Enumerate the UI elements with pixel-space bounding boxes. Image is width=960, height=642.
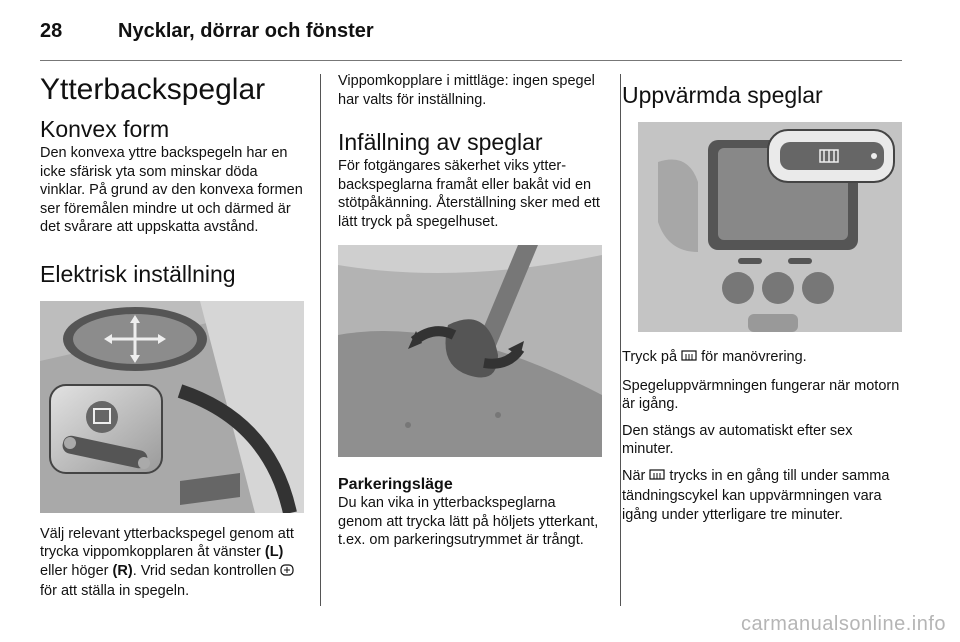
heated-p1: Tryck på för manövrering. [622, 348, 902, 369]
page-number: 28 [40, 20, 63, 42]
header-rule [40, 60, 902, 61]
column-3 [622, 72, 902, 524]
left-label: (L) [264, 544, 284, 560]
parkering-text: Du kan vika in ytterbackspeglarna genom att trycka lätt på höljets ytterkant, t.ex. om parkeringsutrymmet är trångt. [338, 495, 599, 548]
column-1 [40, 72, 304, 601]
heated-mirror-icon [681, 349, 697, 369]
watermark: carmanualsonline.info [740, 613, 946, 635]
intro-text: Vippomkopplare i mittläge: ingen spegel har valts för inställning. [338, 73, 595, 108]
elektrisk-heading: Elektrisk inställning [40, 260, 236, 287]
section-title: Nycklar, dörrar och fönster [118, 20, 374, 42]
heated-p4: När trycks in en gång till under samma tändningscykel kan uppvärmningen vara igång under ytterligare tre minuter. [622, 467, 890, 523]
mirror-switch-illustration [40, 301, 304, 513]
page-header [40, 20, 374, 43]
column-divider-2 [620, 74, 621, 606]
column-divider-1 [320, 74, 321, 606]
infallning-text: För fotgängares säkerhet viks ytterbackspeglarna framåt eller bakåt vid en stötpåkänning. Återställning sker med ett lätt tryck på spegelhuset. [338, 158, 600, 230]
right-label: (R) [112, 562, 133, 579]
parkering-heading: Parkeringsläge [338, 476, 453, 493]
heated-mirror-icon [649, 468, 665, 488]
elektrisk-text: Välj relevant ytterbackspegel genom att trycka vippomkopplaren åt vänster (L) eller höger (R). Vrid sedan kontrollen för att ställa in spegeln. [40, 525, 294, 599]
heated-p2: Spegeluppvärmningen fungerar när motorn är igång. [622, 377, 900, 412]
chapter-title: Ytterbackspeglar [40, 73, 266, 106]
heated-mirror-button-illustration [638, 122, 902, 332]
infallning-heading: Infällning av speglar [338, 129, 543, 155]
heated-mirrors-heading: Uppvärmda speglar [622, 82, 823, 108]
konvex-text: Den konvexa yttre backspegeln har en icke sfärisk yta som minskar döda vinklar. På grund av den konvexa formen ser föremålen mindre ut och därmed är det svårare att uppskatta avstånd. [40, 145, 303, 235]
heated-p3: Den stängs av automatiskt efter sex minuter. [622, 422, 853, 457]
column-2 [338, 72, 602, 550]
konvex-heading: Konvex form [40, 116, 170, 142]
mirror-adjust-icon [280, 563, 294, 583]
mirror-fold-illustration [338, 245, 602, 457]
